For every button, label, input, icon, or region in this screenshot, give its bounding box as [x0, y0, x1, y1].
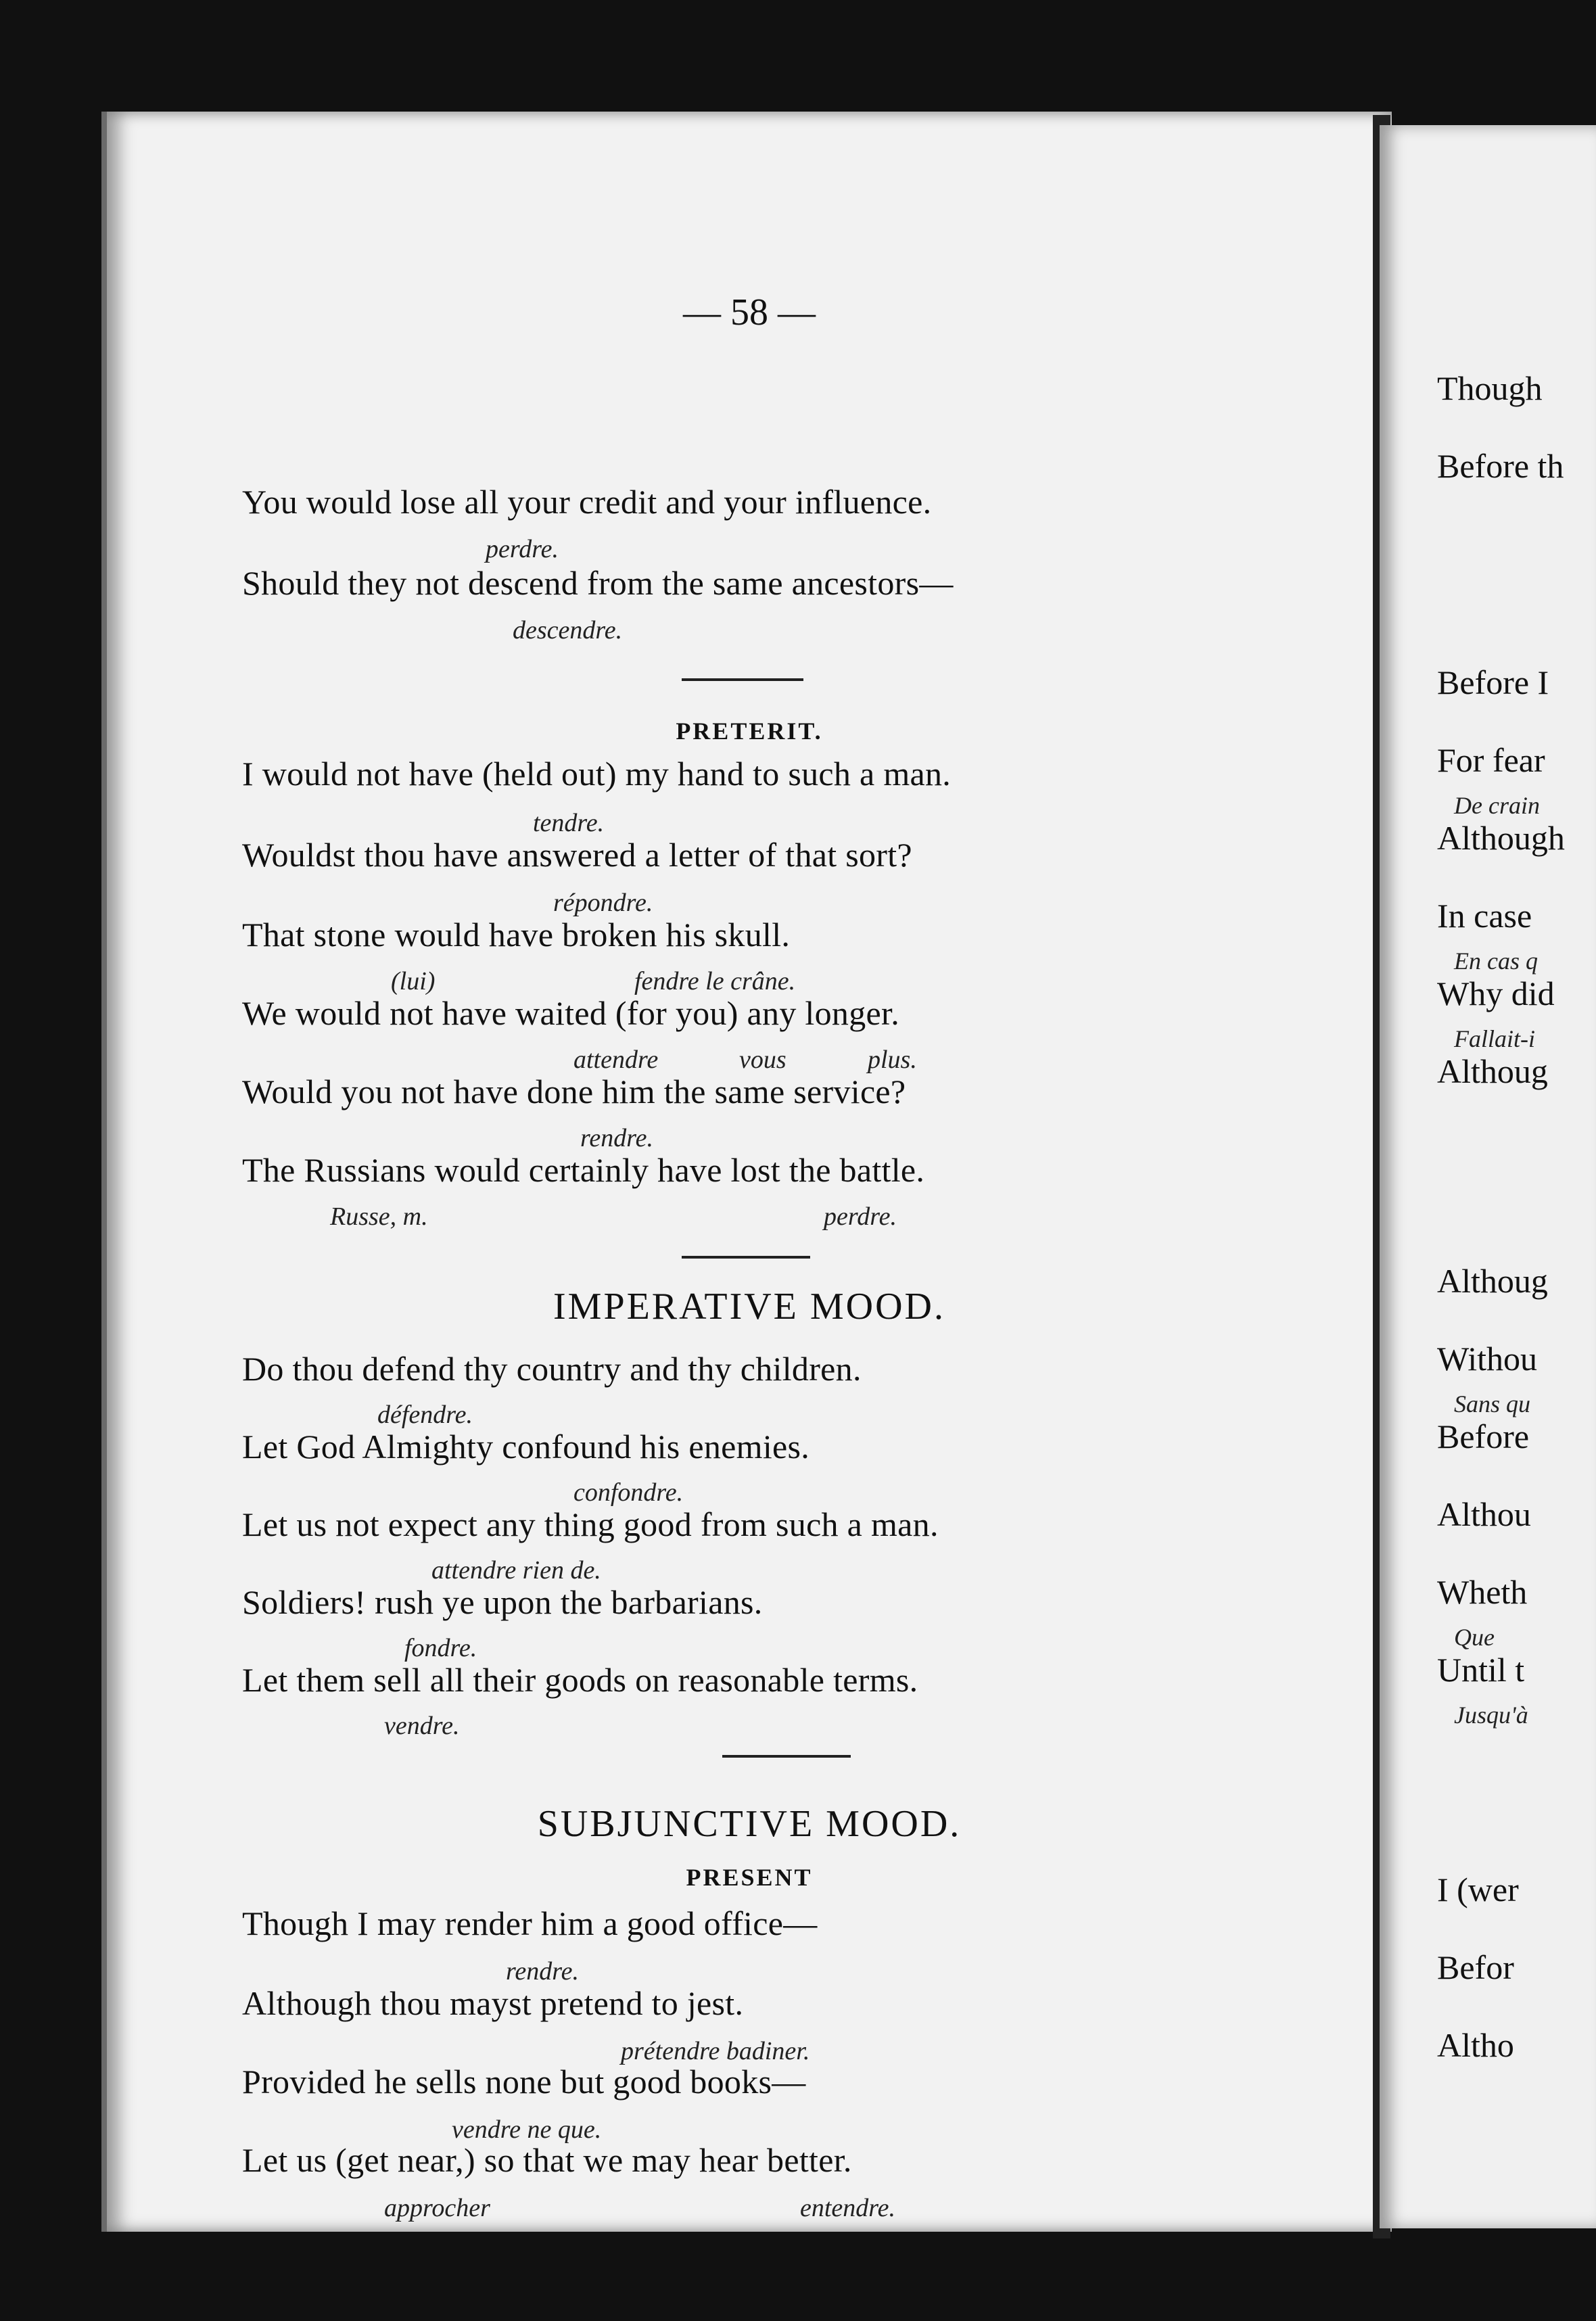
gloss: fendre le crâne.	[634, 967, 796, 995]
gloss: entendre.	[800, 2194, 896, 2222]
fragment-line: In case	[1437, 897, 1532, 935]
sentence: That stone would have broken his skull.	[242, 916, 791, 954]
fragment-line: Withou	[1437, 1340, 1537, 1378]
fragment-line: Althou	[1437, 1495, 1531, 1533]
sentence: Wouldst thou have answered a letter of that sort?	[242, 836, 912, 874]
gloss: répondre.	[553, 889, 653, 917]
fragment-line: Before	[1437, 1417, 1530, 1455]
gloss: descendre.	[513, 616, 623, 644]
sentence: Would you not have done him the same service?	[242, 1073, 906, 1110]
fragment-gloss: Que	[1454, 1624, 1495, 1651]
gloss: prétendre badiner.	[621, 2037, 810, 2065]
gloss: confondre.	[573, 1478, 684, 1507]
right-page-fragment	[1380, 125, 1596, 2228]
sentence: Do thou defend thy country and thy children.	[242, 1350, 862, 1388]
sentence: Let us (get near,) so that we may hear better.	[242, 2141, 852, 2179]
gloss: défendre.	[377, 1401, 473, 1429]
fragment-gloss: Sans qu	[1454, 1390, 1531, 1417]
fragment-line: I (wer	[1437, 1871, 1519, 1908]
section-divider	[682, 678, 803, 681]
gloss: fondre.	[404, 1634, 477, 1662]
gloss: (lui)	[391, 967, 436, 995]
section-heading-subjunctive: SUBJUNCTIVE MOOD.	[537, 1803, 962, 1845]
gloss: plus.	[868, 1046, 917, 1074]
sentence: We would not have waited (for you) any longer.	[242, 994, 900, 1032]
section-heading-preterit: PRETERIT.	[676, 718, 823, 745]
sentence: You would lose all your credit and your influence.	[242, 483, 932, 521]
gloss: rendre.	[580, 1124, 653, 1152]
fragment-line: Though	[1437, 369, 1543, 407]
gloss: tendre.	[533, 809, 605, 837]
fragment-line: Altho	[1437, 2026, 1514, 2064]
fragment-line: Wheth	[1437, 1573, 1528, 1611]
fragment-gloss: Jusqu'à	[1454, 1702, 1528, 1729]
gloss: attendre	[573, 1046, 659, 1074]
sentence: Although thou mayst pretend to jest.	[242, 1984, 744, 2022]
gloss: attendre rien de.	[431, 1556, 601, 1585]
sentence: Let God Almighty confound his enemies.	[242, 1428, 810, 1466]
gloss: vous	[739, 1046, 787, 1074]
section-heading-imperative: IMPERATIVE MOOD.	[553, 1286, 945, 1328]
sentence: Provided he sells none but good books—	[242, 2063, 806, 2101]
fragment-line: Why did	[1437, 975, 1555, 1012]
sentence: Soldiers! rush ye upon the barbarians.	[242, 1583, 763, 1621]
gloss: Russe, m.	[330, 1202, 428, 1231]
fragment-line: Although	[1437, 819, 1565, 857]
gloss: vendre ne que.	[452, 2115, 602, 2144]
sentence: Should they not descend from the same ancestors—	[242, 564, 954, 602]
section-divider	[682, 1256, 810, 1259]
sentence: I would not have (held out) my hand to such a man.	[242, 755, 952, 793]
section-divider	[722, 1755, 851, 1758]
subsection-heading-present: PRESENT	[686, 1864, 813, 1891]
page-number: — 58 —	[683, 291, 816, 333]
fragment-line: Until t	[1437, 1651, 1525, 1689]
sentence: Though I may render him a good office—	[242, 1904, 818, 1942]
fragment-gloss: En cas q	[1454, 947, 1538, 975]
gloss: perdre.	[824, 1202, 897, 1231]
fragment-line: Before th	[1437, 447, 1564, 485]
fragment-line: Althoug	[1437, 1052, 1548, 1090]
fragment-line: Befor	[1437, 1948, 1514, 1986]
gloss: perdre.	[486, 535, 559, 563]
left-page	[101, 112, 1392, 2232]
fragment-gloss: De crain	[1454, 792, 1540, 819]
fragment-gloss: Fallait-i	[1454, 1025, 1535, 1052]
sentence: Let us not expect any thing good from such a man.	[242, 1505, 939, 1543]
fragment-line: Before I	[1437, 663, 1549, 701]
gloss: rendre.	[506, 1957, 579, 1986]
gloss: vendre.	[384, 1712, 460, 1740]
sentence: The Russians would certainly have lost the battle.	[242, 1151, 925, 1189]
sentence: Let them sell all their goods on reasonable terms.	[242, 1661, 918, 1699]
fragment-line: Althoug	[1437, 1262, 1548, 1300]
gloss: approcher	[384, 2194, 490, 2222]
fragment-line: For fear	[1437, 741, 1545, 779]
